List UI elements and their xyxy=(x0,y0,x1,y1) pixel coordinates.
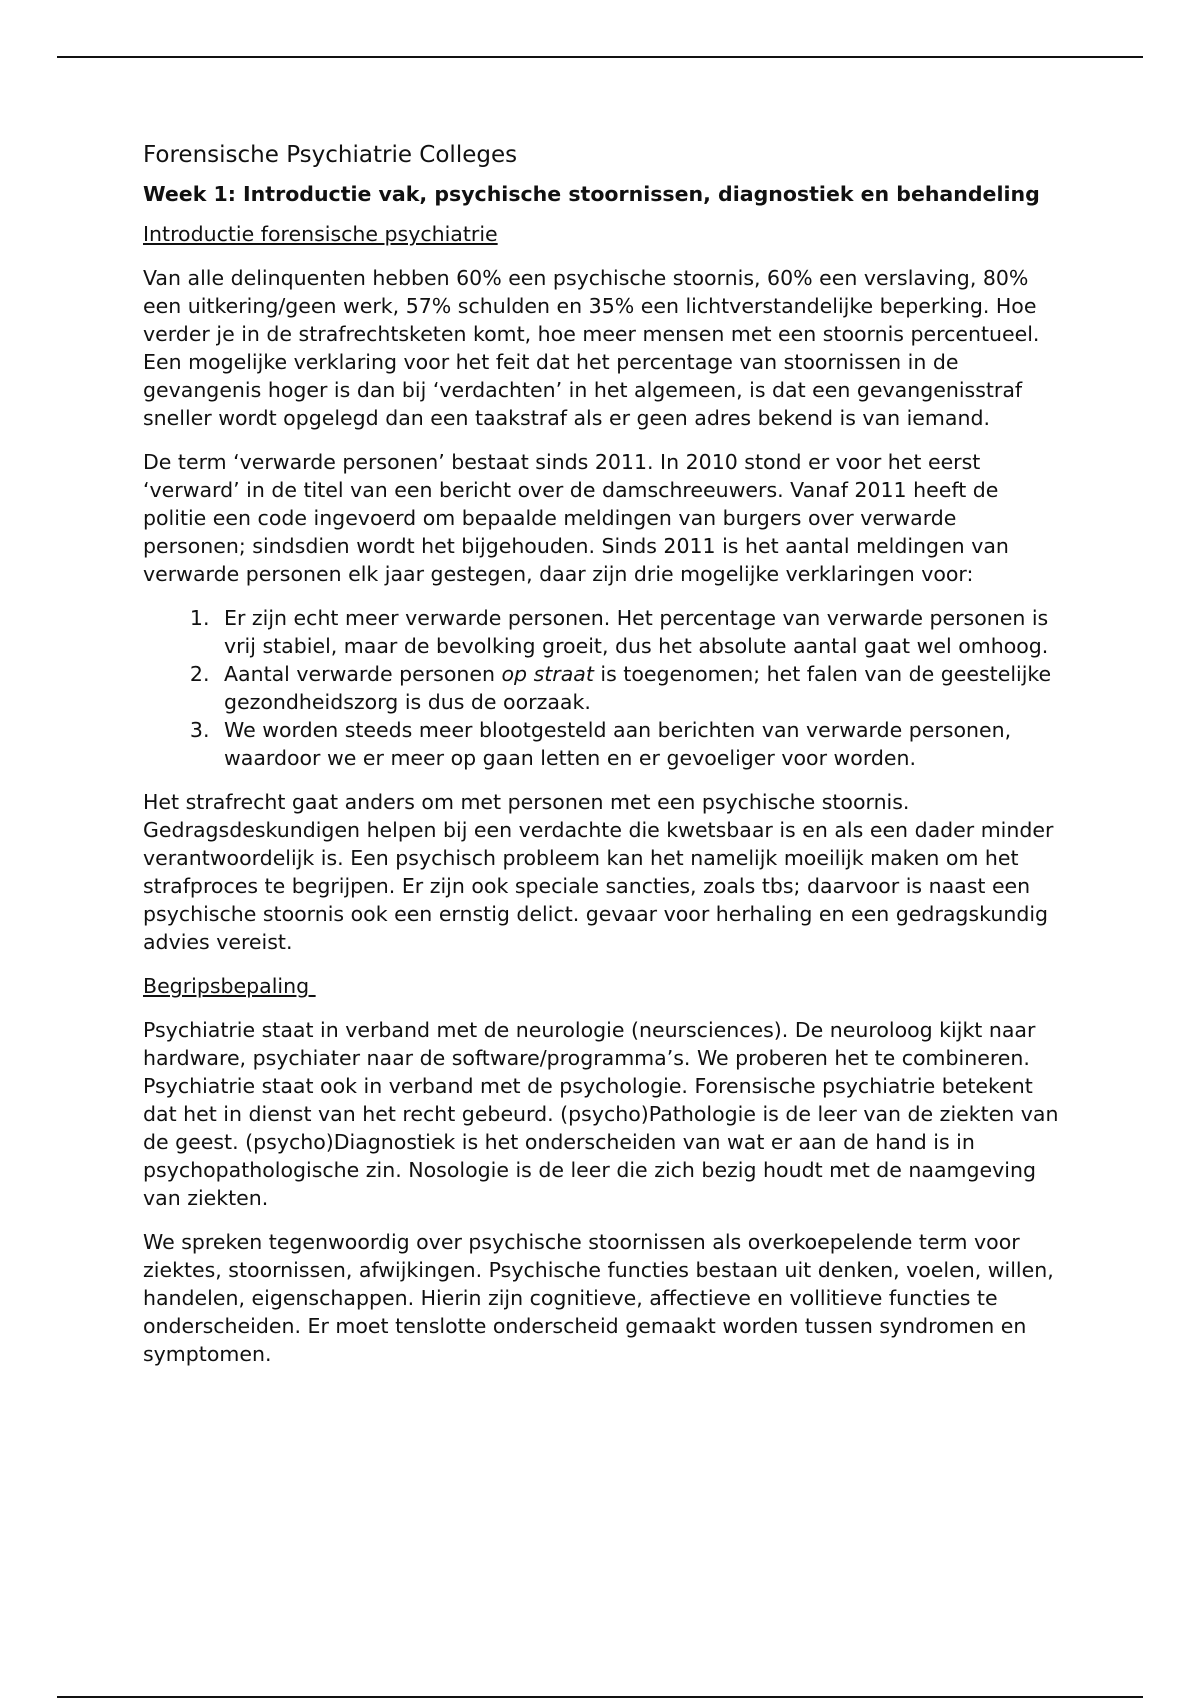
list-item-emphasis: op straat xyxy=(501,662,594,686)
page-top-rule xyxy=(57,56,1143,58)
week-heading: Week 1: Introductie vak, psychische stoornissen, diagnostiek en behandeling xyxy=(143,182,1040,206)
paragraph: Van alle delinquenten hebben 60% een psychische stoornis, 60% een verslaving, 80% een uitkering/geen werk, 57% schulden en 35% een lichtverstandelijke beperking. Hoe verder je in de strafrechtsketen komt, hoe meer mensen met een stoornis percentueel. Een mogelijke verklaring voor het feit dat het percentage van stoornissen in de gevangenis hoger is dan bij ‘verdachten’ in het algemeen, is dat een gevangenisstraf sneller wordt opgelegd dan een taakstraf als er geen adres bekend is van iemand. xyxy=(143,266,1040,430)
document-body xyxy=(143,140,1063,1384)
list-item-text: Aantal verwarde personen xyxy=(224,662,502,686)
page-bottom-rule xyxy=(57,1696,1143,1698)
paragraph: Het strafrecht gaat anders om met personen met een psychische stoornis. Gedragsdeskundigen helpen bij een verdachte die kwetsbaar is en als een dader minder verantwoordelijk is. Een psychisch probleem kan het namelijk moeilijk maken om het strafproces te begrijpen. Er zijn ook speciale sancties, zoals tbs; daarvoor is naast een psychische stoornis ook een ernstig delict. gevaar voor herhaling en een gedragskundig advies vereist. xyxy=(143,790,1054,954)
paragraph: De term ‘verwarde personen’ bestaat sinds 2011. In 2010 stond er voor het eerst ‘verward’ in de titel van een bericht over de damschreeuwers. Vanaf 2011 heeft de politie een code ingevoerd om bepaalde meldingen van burgers over verwarde personen; sindsdien wordt het bijgehouden. Sinds 2011 is het aantal meldingen van verwarde personen elk jaar gestegen, daar zijn drie mogelijke verklaringen voor: xyxy=(143,450,1009,586)
numbered-list xyxy=(143,604,1063,772)
section-heading-introductie: Introductie forensische psychiatrie xyxy=(143,222,498,246)
list-item: 3. We worden steeds meer blootgesteld aan berichten van verwarde personen, waardoor we er meer op gaan letten en er gevoeliger voor worden. xyxy=(216,716,1063,772)
paragraph: We spreken tegenwoordig over psychische stoornissen als overkoepelende term voor ziektes, stoornissen, afwijkingen. Psychische functies bestaan uit denken, voelen, willen, handelen, eigenschappen. Hierin zijn cognitieve, affectieve en vollitieve functies te onderscheiden. Er moet tenslotte onderscheid gemaakt worden tussen syndromen en symptomen. xyxy=(143,1230,1054,1366)
list-item-text: is toegenomen; het falen van de geestelijke gezondheidszorg is dus de oorzaak. xyxy=(224,662,1052,714)
section-heading-begripsbepaling: Begripsbepaling xyxy=(143,974,316,998)
document-title: Forensische Psychiatrie Colleges xyxy=(143,142,518,168)
list-item xyxy=(216,660,1063,716)
list-item: 1. Er zijn echt meer verwarde personen. Het percentage van verwarde personen is vrij stabiel, maar de bevolking groeit, dus het absolute aantal gaat wel omhoog. xyxy=(216,604,1063,660)
paragraph: Psychiatrie staat in verband met de neurologie (neursciences). De neuroloog kijkt naar hardware, psychiater naar de software/programma’s. We proberen het te combineren. Psychiatrie staat ook in verband met de psychologie. Forensische psychiatrie betekent dat het in dienst van het recht gebeurd. (psycho)Pathologie is de leer van de ziekten van de geest. (psycho)Diagnostiek is het onderscheiden van wat er aan de hand is in psychopathologische zin. Nosologie is de leer die zich bezig houdt met de naamgeving van ziekten. xyxy=(143,1018,1059,1210)
